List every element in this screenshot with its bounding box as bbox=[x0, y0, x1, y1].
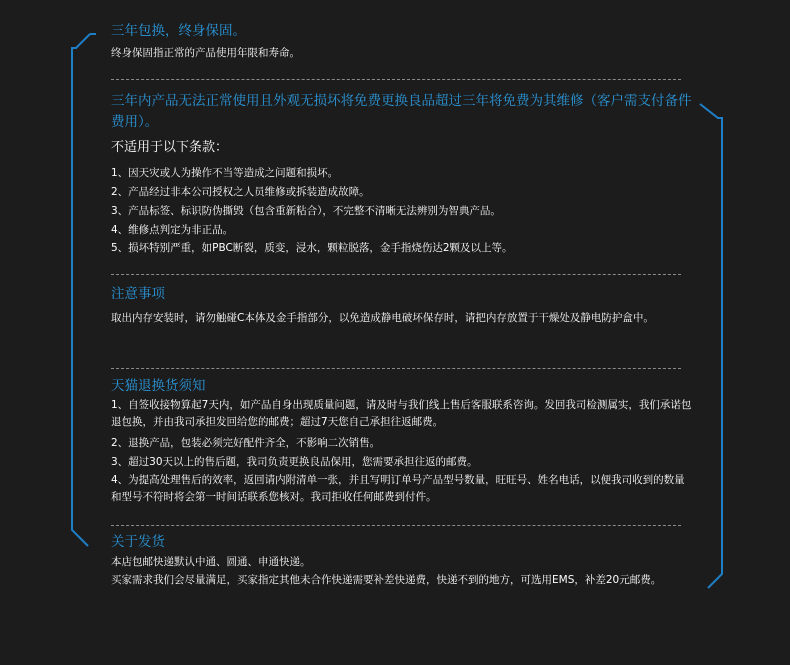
section-divider bbox=[111, 368, 681, 369]
returns-item: 1、自签收接物算起7天内，如产品自身出现质量问题，请及时与我们线上售后客服联系咨询。发回我司检测属实，我们承诺包退包换，并由我司承担发回给您的邮费；超过7天您自己承担往返邮费。 bbox=[111, 399, 692, 428]
shipping-title: 关于发货 bbox=[111, 534, 165, 550]
left-bracket-shape bbox=[72, 34, 90, 546]
returns-item: 4、为提高处理售后的效率，返回请内附清单一张，并且写明订单号产品型号数量，旺旺号、姓名电话，以便我司收到的数量和型号不符时将会第一时间话联系您核对。我司拒收任何邮费到付件。 bbox=[111, 474, 685, 503]
notice-body: 取出内存安装时，请勿触碰C本体及金手指部分，以免造成静电破坏保存时，请把内存放置于干燥处及静电防护盒中。 bbox=[111, 312, 654, 324]
warranty-title: 三年包换，终身保固。 bbox=[111, 23, 246, 39]
exclusion-item: 2、产品经过非本公司授权之人员维修或拆装造成故障。 bbox=[111, 186, 370, 198]
repair-title: 三年内产品无法正常使用且外观无损坏将免费更换良品超过三年将免费为其维修（客户需支付备件费用）。 bbox=[111, 93, 692, 130]
right-bracket-shape bbox=[700, 104, 722, 588]
shipping-line: 本店包邮快递默认中通、圆通、申通快递。 bbox=[111, 556, 311, 568]
returns-title: 天猫退换货须知 bbox=[111, 378, 206, 394]
shipping-line: 买家需求我们会尽量满足，买家指定其他未合作快递需要补差快递费，快递不到的地方，可选用EMS，补差20元邮费。 bbox=[111, 574, 662, 586]
exclusion-item: 3、产品标签、标识防伪撕毁（包含重新粘合），不完整不清晰无法辨别为智典产品。 bbox=[111, 205, 501, 217]
exclusion-item: 5、损坏特别严重，如PBC断裂，质变，浸水，颗粒脱落，金手指烧伤达2颗及以上等。 bbox=[111, 242, 513, 254]
section-divider bbox=[111, 79, 681, 80]
section-divider bbox=[111, 525, 681, 526]
section-divider bbox=[111, 274, 681, 275]
warranty-note: 终身保固指正常的产品使用年限和寿命。 bbox=[111, 47, 300, 59]
exclusion-item: 1、因天灾或人为操作不当等造成之问题和损坏。 bbox=[111, 167, 339, 179]
notice-title: 注意事项 bbox=[111, 286, 165, 302]
returns-item: 2、退换产品，包装必须完好配件齐全，不影响二次销售。 bbox=[111, 437, 381, 449]
exclusion-item: 4、维修点判定为非正品。 bbox=[111, 224, 234, 236]
exclusions-title: 不适用于以下条款： bbox=[111, 140, 229, 155]
returns-item: 3、超过30天以上的售后题，我司负责更换良品保用，您需要承担往返的邮费。 bbox=[111, 456, 478, 468]
